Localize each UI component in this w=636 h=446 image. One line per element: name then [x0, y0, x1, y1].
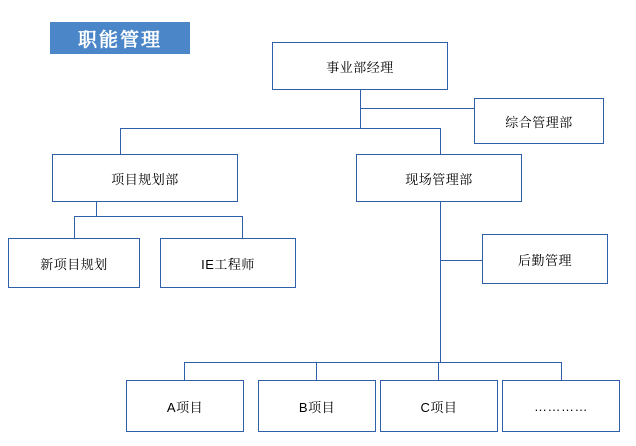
org-node-label: A项目 — [166, 399, 204, 415]
connector-planning-down — [96, 202, 97, 216]
connector-bus-to-projMore — [561, 362, 562, 380]
org-node-planning[interactable] — [52, 154, 238, 202]
connector-gm-bus-horizontal — [120, 128, 440, 129]
connector-planning-to-newproj — [74, 216, 75, 238]
org-node-projB[interactable] — [258, 380, 376, 432]
org-node-projA[interactable] — [126, 380, 244, 432]
org-node-newproj[interactable] — [8, 238, 140, 288]
diagram-title-badge: 职能管理 — [50, 22, 190, 54]
org-node-label: 综合管理部 — [505, 114, 573, 130]
org-node-label: B项目 — [298, 399, 336, 415]
connector-bus-to-site — [440, 128, 441, 154]
connector-gm-down-stub — [360, 90, 361, 108]
org-node-gm[interactable] — [272, 42, 448, 90]
org-node-projMore[interactable] — [502, 380, 620, 432]
org-node-admin[interactable] — [474, 98, 604, 144]
org-node-label: IE工程师 — [201, 256, 255, 272]
org-node-logistics[interactable] — [482, 234, 608, 284]
connector-bus-to-projB — [316, 362, 317, 380]
connector-planning-to-ie — [242, 216, 243, 238]
connector-bus-to-projC — [438, 362, 439, 380]
org-node-label: C项目 — [420, 399, 458, 415]
org-node-projC[interactable] — [380, 380, 498, 432]
org-node-label: 现场管理部 — [405, 171, 473, 187]
org-node-label: 新项目规划 — [40, 256, 108, 272]
connector-site-down — [440, 202, 441, 362]
org-node-label: 项目规划部 — [111, 171, 179, 187]
connector-bus-to-projA — [184, 362, 185, 380]
connector-site-to-logistics — [440, 260, 482, 261]
org-node-label: 事业部经理 — [326, 59, 394, 75]
org-node-ie[interactable] — [160, 238, 296, 288]
org-node-label: ………… — [534, 398, 588, 414]
connector-planning-bus — [74, 216, 242, 217]
connector-site-projects-bus — [184, 362, 562, 363]
connector-gm-bus-vertical — [360, 108, 361, 128]
org-node-label: 后勤管理 — [517, 252, 572, 268]
connector-bus-to-planning — [120, 128, 121, 154]
org-node-site[interactable] — [356, 154, 522, 202]
connector-gm-to-admin — [360, 108, 474, 109]
